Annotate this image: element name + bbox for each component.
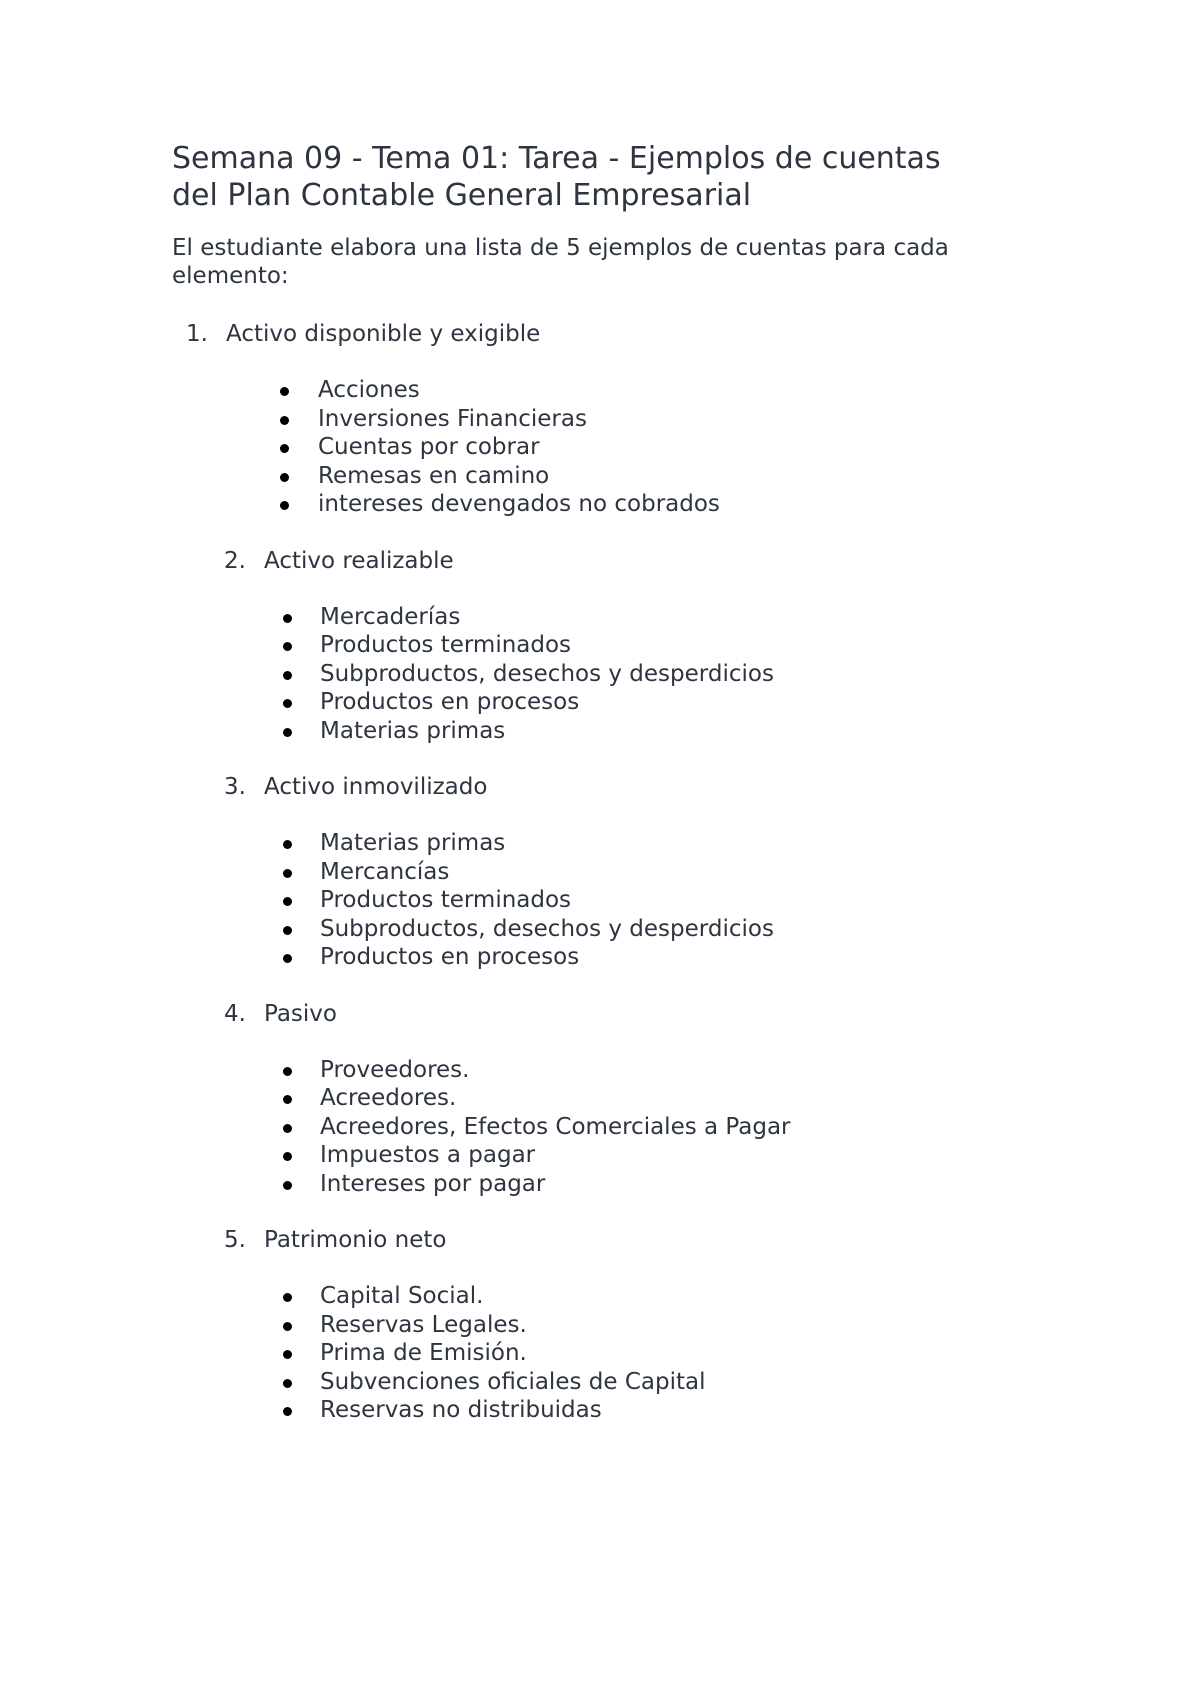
bullet-dot-icon: [283, 1095, 292, 1104]
section-items: [172, 1056, 1052, 1199]
bullet-dot-icon: [283, 642, 292, 651]
list-item-text: Cuentas por cobrar: [318, 434, 540, 460]
section-number: 1.: [186, 321, 208, 347]
bullet-dot-icon: [283, 869, 292, 878]
list-item-text: Remesas en camino: [318, 462, 550, 489]
section-label: Activo disponible y exigible: [226, 321, 541, 347]
bullet-dot-icon: [283, 1379, 292, 1388]
list-item: [172, 943, 1052, 972]
title-line-2: del Plan Contable General Empresarial: [172, 178, 752, 213]
bullet-dot-icon: [283, 1322, 292, 1331]
bullet-dot-icon: [283, 1407, 292, 1416]
list-item: [172, 1311, 1052, 1340]
list-item-text: Capital Social.: [320, 1283, 484, 1309]
section-header: [172, 773, 1052, 801]
list-item: [172, 1113, 1052, 1142]
list-item: [172, 1056, 1052, 1085]
list-item: [172, 376, 1052, 405]
bullet-dot-icon: [283, 954, 292, 963]
bullet-dot-icon: [280, 501, 289, 510]
section-items: [172, 829, 1052, 972]
list-item: [172, 603, 1052, 632]
list-item-text: Acciones: [318, 377, 420, 403]
bullet-dot-icon: [280, 473, 289, 482]
section-label: Activo inmovilizado: [264, 774, 488, 800]
list-item-text: Impuestos a pagar: [320, 1142, 536, 1168]
section-items: [172, 376, 1052, 519]
section-label: Patrimonio neto: [264, 1227, 447, 1253]
bullet-dot-icon: [280, 387, 289, 396]
bullet-dot-icon: [283, 1067, 292, 1076]
section-label: Activo realizable: [264, 547, 454, 574]
section-items: [172, 1282, 1052, 1425]
list-item: [172, 1170, 1052, 1199]
bullet-dot-icon: [280, 416, 289, 425]
section-number: 2.: [224, 547, 246, 574]
section-header: [172, 547, 1052, 575]
bullet-dot-icon: [283, 1181, 292, 1190]
intro-paragraph: [172, 234, 1052, 290]
bullet-dot-icon: [283, 840, 292, 849]
bullet-dot-icon: [283, 699, 292, 708]
section-header: [172, 320, 1052, 348]
document-page: [172, 140, 1052, 1453]
bullet-dot-icon: [283, 926, 292, 935]
list-item: [172, 631, 1052, 660]
list-item-text: Materias primas: [320, 717, 506, 744]
intro-line-2: elemento:: [172, 263, 289, 289]
list-item-text: Reservas Legales.: [320, 1311, 527, 1338]
list-item-text: Subproductos, desechos y desperdicios: [320, 660, 774, 687]
list-item: [172, 462, 1052, 491]
list-item-text: Productos terminados: [320, 632, 572, 658]
section-header: [172, 1000, 1052, 1028]
list-item: [172, 1339, 1052, 1368]
list-item-text: Subvenciones oficiales de Capital: [320, 1368, 706, 1395]
list-item: [172, 1141, 1052, 1170]
list-item-text: Productos terminados: [320, 887, 572, 913]
section-number: 4.: [224, 1000, 246, 1027]
section-patrimonio-neto: [172, 1226, 1052, 1425]
bullet-dot-icon: [283, 1152, 292, 1161]
bullet-dot-icon: [283, 671, 292, 680]
list-item-text: Prima de Emisión.: [320, 1340, 527, 1366]
document-title: [172, 140, 1052, 214]
list-item: [172, 405, 1052, 434]
list-item-text: Mercancías: [320, 858, 450, 885]
section-number: 3.: [224, 774, 246, 800]
list-item: [172, 688, 1052, 717]
list-item: [172, 490, 1052, 519]
section-number: 5.: [224, 1227, 246, 1253]
list-item-text: Acreedores, Efectos Comerciales a Pagar: [320, 1113, 791, 1140]
section-activo-realizable: [172, 547, 1052, 746]
list-item: [172, 1282, 1052, 1311]
list-item-text: Mercaderías: [320, 603, 461, 630]
list-item: [172, 1368, 1052, 1397]
list-item-text: intereses devengados no cobrados: [318, 491, 720, 517]
title-line-1: Semana 09 - Tema 01: Tarea - Ejemplos de cuentas: [172, 141, 941, 176]
section-label: Pasivo: [264, 1000, 337, 1027]
section-header: [172, 1226, 1052, 1254]
list-item-text: Intereses por pagar: [320, 1170, 546, 1197]
list-item: [172, 858, 1052, 887]
list-item: [172, 1084, 1052, 1113]
list-item-text: Productos en procesos: [320, 944, 580, 970]
list-item: [172, 660, 1052, 689]
section-pasivo: [172, 1000, 1052, 1199]
list-item-text: Materias primas: [320, 830, 506, 856]
list-item: [172, 886, 1052, 915]
section-items: [172, 603, 1052, 746]
bullet-dot-icon: [283, 897, 292, 906]
bullet-dot-icon: [283, 1293, 292, 1302]
bullet-dot-icon: [283, 728, 292, 737]
list-item: [172, 433, 1052, 462]
bullet-dot-icon: [283, 1124, 292, 1133]
list-item-text: Acreedores.: [320, 1085, 457, 1111]
list-item-text: Proveedores.: [320, 1056, 470, 1083]
list-item: [172, 1396, 1052, 1425]
bullet-dot-icon: [280, 444, 289, 453]
section-activo-disponible: [172, 320, 1052, 519]
list-item-text: Subproductos, desechos y desperdicios: [320, 915, 774, 942]
list-item-text: Productos en procesos: [320, 689, 580, 715]
list-item: [172, 717, 1052, 746]
intro-line-1: El estudiante elabora una lista de 5 ejemplos de cuentas para cada: [172, 235, 949, 261]
list-item-text: Reservas no distribuidas: [320, 1397, 602, 1423]
bullet-dot-icon: [283, 614, 292, 623]
list-item-text: Inversiones Financieras: [318, 405, 587, 432]
section-activo-inmovilizado: [172, 773, 1052, 972]
bullet-dot-icon: [283, 1350, 292, 1359]
list-item: [172, 829, 1052, 858]
list-item: [172, 915, 1052, 944]
